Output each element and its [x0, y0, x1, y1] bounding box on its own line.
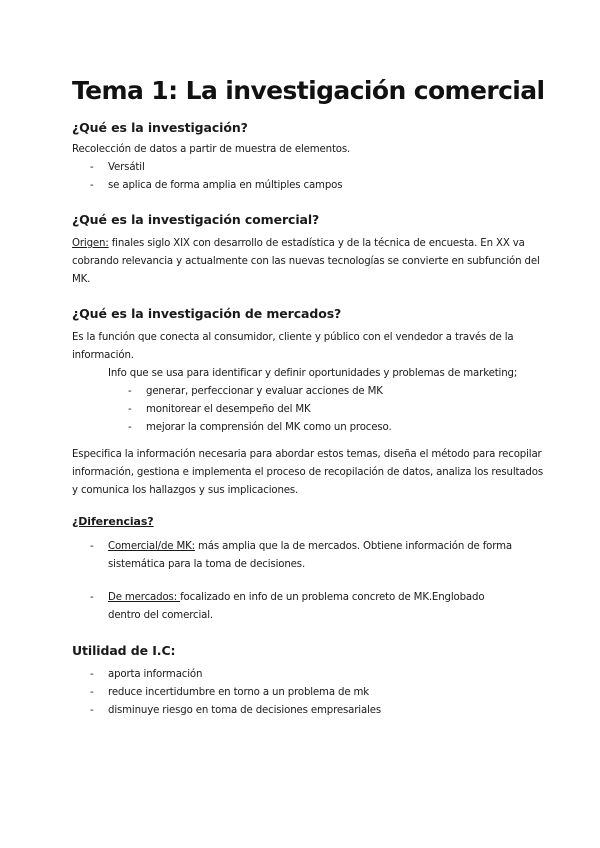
list-item	[108, 538, 538, 574]
diferencia-label: Comercial/de MK:	[108, 541, 195, 552]
diferencia-text: más amplia que la de mercados. Obtiene información de forma sistemática para la toma de decisiones.	[108, 541, 512, 570]
bullet-dash: -	[90, 687, 94, 698]
section-heading-diferencias: ¿Diferencias?	[72, 515, 154, 528]
section-subtext: Info que se usa para identificar y definir oportunidades y problemas de marketing;	[108, 368, 518, 379]
bullet-dash: -	[90, 592, 94, 603]
section-text	[72, 235, 558, 289]
list-item: generar, perfeccionar y evaluar acciones de MK	[146, 386, 383, 397]
list-item: se aplica de forma amplia en múltiples campos	[108, 180, 343, 191]
section-heading-investigacion: ¿Qué es la investigación?	[72, 120, 248, 135]
section-text: Especifica la información necesaria para abordar estos temas, diseña el método para recopilar información, gestiona e implementa el proceso de recopilación de datos, analiza los resultados y comunica los hallazgos y sus implicaciones.	[72, 449, 543, 496]
bullet-dash: -	[128, 422, 132, 433]
bullet-dash: -	[128, 404, 132, 415]
list-item: mejorar la comprensión del MK como un proceso.	[146, 422, 392, 433]
origen-label: Origen:	[72, 238, 109, 249]
page-title: Tema 1: La investigación comercial	[72, 76, 545, 105]
list-item	[108, 589, 508, 625]
section-heading-utilidad: Utilidad de I.C:	[72, 643, 176, 658]
bullet-dash: -	[90, 162, 94, 173]
bullet-dash: -	[90, 705, 94, 716]
section-text: Es la función que conecta al consumidor, cliente y público con el vendedor a través de la información.	[72, 332, 514, 361]
list-item: aporta información	[108, 669, 203, 680]
bullet-dash: -	[90, 180, 94, 191]
diferencia-label: De mercados:	[108, 592, 181, 603]
section-heading-investigacion-comercial: ¿Qué es la investigación comercial?	[72, 212, 320, 227]
list-item: monitorear el desempeño del MK	[146, 404, 311, 415]
section-text: Recolección de datos a partir de muestra de elementos.	[72, 144, 351, 155]
diferencia-text: focalizado en info de un problema concreto de MK.Englobado dentro del comercial.	[108, 592, 485, 621]
list-item: reduce incertidumbre en torno a un problema de mk	[108, 687, 370, 698]
list-item: Versátil	[108, 162, 145, 173]
origen-text: finales siglo XIX con desarrollo de estadística y de la técnica de encuesta. En XX va cobrando relevancia y actualmente con las nuevas tecnologías se convierte en subfunción del MK.	[72, 238, 540, 285]
bullet-dash: -	[128, 386, 132, 397]
section-heading-investigacion-mercados: ¿Qué es la investigación de mercados?	[72, 306, 342, 321]
bullet-dash: -	[90, 669, 94, 680]
list-item: disminuye riesgo en toma de decisiones empresariales	[108, 705, 382, 716]
bullet-dash: -	[90, 541, 94, 552]
